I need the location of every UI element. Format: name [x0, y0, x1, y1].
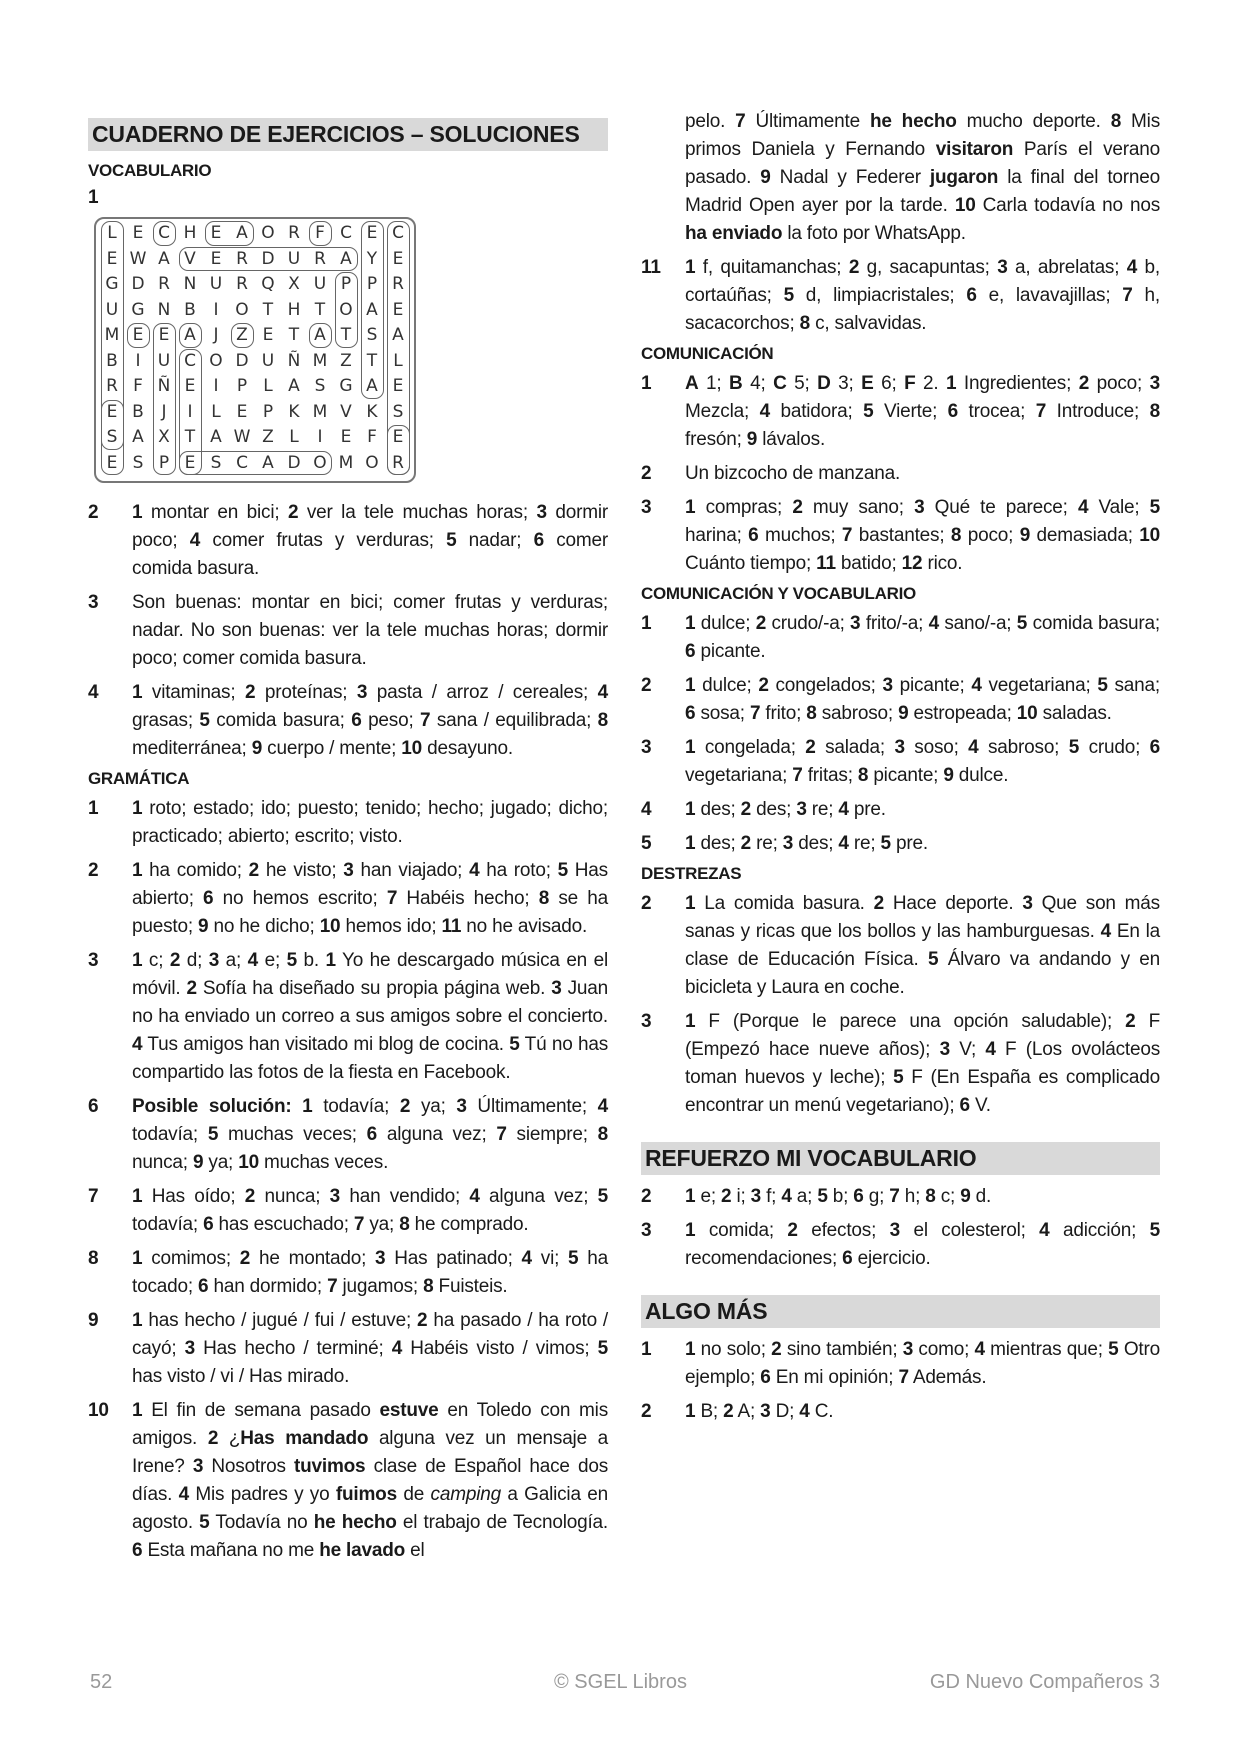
- grid-letter: R: [392, 274, 404, 294]
- grid-letter: A: [184, 325, 196, 345]
- grid-letter: A: [210, 427, 222, 447]
- answer-number: 1: [641, 1339, 652, 1360]
- grid-letter: C: [236, 452, 248, 473]
- grid-letter: A: [340, 248, 352, 269]
- answer-text: 1 B; 2 A; 3 D; 4 C.: [685, 1401, 834, 1422]
- answer-text: 1 comimos; 2 he montado; 3 Has patinado; 4 vi; 5 ha tocado; 6 han dormido; 7 jugamos; 8 Fuisteis.: [132, 1248, 608, 1297]
- grid-letter: L: [289, 427, 299, 447]
- grid-letter: J: [213, 325, 219, 345]
- grid-letter: E: [340, 427, 352, 447]
- grid-letter: L: [211, 401, 221, 422]
- grid-letter: W: [233, 427, 251, 447]
- section-heading-vocabulario: VOCABULARIO: [88, 161, 212, 180]
- grid-letter: A: [158, 248, 170, 269]
- answer-entry: [641, 494, 1160, 578]
- grid-letter: V: [184, 248, 196, 269]
- grid-letter: Q: [261, 274, 275, 294]
- answer-entry: [88, 499, 608, 583]
- answer-entry: [641, 734, 1160, 790]
- word-outline: [309, 323, 332, 348]
- answer-text: 1 des; 2 re; 3 des; 4 re; 5 pre.: [685, 833, 928, 854]
- answer-number: 1: [88, 798, 99, 819]
- answer-text: 1 vitaminas; 2 proteínas; 3 pasta / arroz / cereales; 4 grasas; 5 comida basura; 6 peso; 7 sana / equilibrada; 8 mediterránea; 9 cuerpo / mente; 10 desayuno.: [132, 682, 608, 759]
- grid-letter: D: [235, 350, 249, 371]
- grid-letter: E: [132, 325, 144, 345]
- grid-letter: G: [131, 299, 145, 320]
- grid-letter: O: [235, 299, 249, 320]
- answer-entry: [88, 1093, 608, 1177]
- page-title: CUADERNO DE EJERCICIOS – SOLUCIONES: [88, 118, 608, 151]
- grid-letter: T: [184, 427, 196, 447]
- grid-letter: P: [366, 274, 378, 294]
- grid-letter: F: [315, 223, 325, 243]
- grid-letter: E: [236, 401, 248, 422]
- answer-text: 1 F (Porque le parece una opción saludable); 2 F (Empezó hace nueve años); 3 V; 4 F (Los ovolácteos toman huevos y leche); 5 F (En España es complicado encontrar un menú vegetariano); 6 V.: [685, 1011, 1160, 1116]
- answer-text: 1 El fin de semana pasado estuve en Toledo con mis amigos. 2 ¿Has mandado alguna vez un mensaje a Irene? 3 Nosotros tuvimos clase de Español hace dos días. 4 Mis padres y yo fuimos de camping a Galicia en agosto. 5 Todavía no he hecho el trabajo de Tecnología. 6 Esta mañana no me he lavado el: [132, 1400, 608, 1561]
- answer-number: 2: [641, 1401, 652, 1422]
- answer-number: 3: [641, 1011, 652, 1032]
- grid-letter: D: [131, 274, 145, 294]
- grid-letter: H: [183, 223, 197, 243]
- destrezas-answers: [641, 890, 1160, 1120]
- answer-number: 4: [641, 799, 652, 820]
- word-outline: [153, 221, 176, 246]
- grid-letter: C: [184, 350, 196, 371]
- answer-number: 1: [641, 373, 652, 394]
- grid-letter: S: [392, 401, 404, 422]
- grid-letter: R: [236, 248, 248, 269]
- grid-letter: R: [288, 223, 300, 243]
- grid-letter: O: [339, 299, 353, 320]
- grid-letter: R: [392, 452, 404, 473]
- grid-letter: S: [314, 376, 326, 396]
- answer-entry: [641, 1217, 1160, 1273]
- grid-letter: E: [392, 427, 404, 447]
- answer-text: 1 La comida basura. 2 Hace deporte. 3 Que son más sanas y ricas que los bollos y las hamburguesas. 4 En la clase de Educación Física. 5 Álvaro va andando y en bicicleta y Laura en coche.: [685, 893, 1160, 998]
- grid-letter: M: [338, 452, 354, 473]
- word-outline: [127, 323, 150, 348]
- answer-entry: [641, 672, 1160, 728]
- answer-text: 1 dulce; 2 congelados; 3 picante; 4 vegetariana; 5 sana; 6 sosa; 7 frito; 8 sabroso; 9 estropeada; 10 saladas.: [685, 675, 1160, 724]
- answer-text: 1 montar en bici; 2 ver la tele muchas horas; 3 dormir poco; 4 comer frutas y verduras; 5 nadar; 6 comer comida basura.: [132, 502, 608, 579]
- algo-mas-answers: [641, 1336, 1160, 1426]
- grid-letter: E: [262, 325, 274, 345]
- grid-letter: T: [340, 325, 352, 345]
- grid-letter: O: [365, 452, 379, 473]
- refuerzo-answers: [641, 1183, 1160, 1273]
- grid-letter: Ñ: [157, 376, 171, 396]
- answer-number: 2: [88, 502, 99, 523]
- section-heading-comunicacion-vocabulario: COMUNICACIÓN Y VOCABULARIO: [641, 584, 916, 603]
- grid-letter: R: [314, 248, 326, 269]
- right-column: [641, 111, 1161, 1432]
- grid-letter: Ñ: [287, 350, 301, 371]
- grid-letter: A: [132, 427, 144, 447]
- grid-letter: G: [339, 376, 353, 396]
- answer-number: 2: [641, 463, 652, 484]
- answer-text: 1 dulce; 2 crudo/-a; 3 frito/-a; 4 sano/-a; 5 comida basura; 6 picante.: [685, 613, 1160, 662]
- answer-entry: [641, 1008, 1160, 1120]
- grid-letter: A: [366, 376, 378, 396]
- answer-number: 1: [641, 613, 652, 634]
- answer-number: 9: [88, 1310, 99, 1331]
- answer-number: 6: [88, 1096, 99, 1117]
- word-outline: [101, 400, 124, 450]
- answer-text: Posible solución: 1 todavía; 2 ya; 3 Últimamente; 4 todavía; 5 muchas veces; 6 alguna vez; 7 siempre; 8 nunca; 9 ya; 10 muchas veces.: [132, 1096, 608, 1173]
- grid-letter: U: [209, 274, 223, 294]
- grid-letter: P: [340, 274, 352, 294]
- word-outline: [179, 247, 358, 272]
- answer-number: 2: [88, 860, 99, 881]
- answer-text: 1 compras; 2 muy sano; 3 Qué te parece; 4 Vale; 5 harina; 6 muchos; 7 bastantes; 8 poco; 9 demasiada; 10 Cuánto tiempo; 11 batido; 12 rico.: [685, 497, 1160, 574]
- grid-letter: L: [263, 376, 273, 396]
- word-outline: [205, 221, 254, 246]
- word-outline: [179, 323, 202, 348]
- grid-letter: Z: [262, 427, 274, 447]
- grid-letter: E: [106, 452, 118, 473]
- answer-number: 11: [641, 257, 661, 278]
- word-outline: [335, 272, 358, 348]
- grid-letter: D: [261, 248, 275, 269]
- grid-letter: M: [312, 401, 328, 422]
- grid-letter: B: [106, 350, 118, 371]
- grid-letter: E: [184, 452, 196, 473]
- answer-text: 1 c; 2 d; 3 a; 4 e; 5 b. 1 Yo he descargado música en el móvil. 2 Sofía ha diseñado su propia página web. 3 Juan no ha enviado un correo a sus amigos sobre el concierto. 4 Tus amigos han visitado mi blog de cocina. 5 Tú no has compartido las fotos de la fiesta en Facebook.: [132, 950, 608, 1083]
- gramatica-exercise-11: [641, 254, 1160, 338]
- answer-text: A 1; B 4; C 5; D 3; E 6; F 2. 1 Ingredientes; 2 poco; 3 Mezcla; 4 batidora; 5 Vierte; 6 trocea; 7 Introduce; 8 fresón; 9 lávalos.: [685, 373, 1161, 450]
- answer-number: 3: [641, 737, 652, 758]
- grid-letter: A: [366, 299, 378, 320]
- answer-number: 10: [88, 1400, 109, 1421]
- word-outline: [361, 221, 384, 399]
- grid-letter: E: [106, 248, 118, 269]
- grid-letter: P: [262, 401, 274, 422]
- grid-letter: E: [106, 401, 118, 422]
- grid-letter: E: [210, 223, 222, 243]
- grid-letter: U: [157, 350, 171, 371]
- answer-number: 5: [641, 833, 652, 854]
- word-outline: [231, 323, 254, 348]
- answer-entry: [88, 857, 608, 941]
- grid-letter: R: [158, 274, 170, 294]
- answer-entry: [641, 1336, 1160, 1392]
- answer-entry: [88, 1307, 608, 1391]
- answer-entry: [88, 1183, 608, 1239]
- grid-letter: E: [184, 376, 196, 396]
- section-title-refuerzo: REFUERZO MI VOCABULARIO: [641, 1142, 1160, 1175]
- grid-letter: I: [187, 401, 193, 422]
- grid-letter: U: [287, 248, 301, 269]
- grid-letter: L: [107, 223, 117, 243]
- grid-letter: Z: [340, 350, 352, 371]
- grid-letter: V: [340, 401, 352, 422]
- grid-letter: K: [366, 401, 378, 422]
- answer-text: 1 congelada; 2 salada; 3 soso; 4 sabroso; 5 crudo; 6 vegetariana; 7 fritas; 8 picante; 9 dulce.: [685, 737, 1161, 786]
- grid-letter: C: [392, 223, 404, 243]
- grid-letter: Z: [236, 325, 248, 345]
- grid-letter: K: [288, 401, 300, 422]
- grid-letter: P: [236, 376, 248, 396]
- grid-letter: J: [161, 401, 167, 422]
- grid-letter: E: [210, 248, 222, 269]
- answer-number: 7: [88, 1186, 99, 1207]
- grid-letter: F: [367, 427, 377, 447]
- grid-letter: C: [158, 223, 170, 243]
- grid-letter: T: [314, 299, 326, 320]
- answer-text: 1 comida; 2 efectos; 3 el colesterol; 4 adicción; 5 recomendaciones; 6 ejercicio.: [685, 1220, 1160, 1269]
- grid-letter: O: [209, 350, 223, 371]
- grid-letter: S: [132, 452, 144, 473]
- grid-letter: X: [158, 427, 170, 447]
- word-outline: [179, 451, 332, 476]
- grid-letter: A: [314, 325, 326, 345]
- answer-entry: [641, 1398, 1160, 1426]
- answer-entry: [641, 890, 1160, 1002]
- grid-letter: G: [105, 274, 119, 294]
- grid-letter: E: [366, 223, 378, 243]
- answer-number: 3: [88, 592, 99, 613]
- answer-entry: [641, 370, 1160, 454]
- grid-letter: E: [158, 325, 170, 345]
- grid-letter: N: [157, 299, 171, 320]
- answer-entry: [641, 830, 1160, 858]
- grid-letter: M: [312, 350, 328, 371]
- left-column: [88, 118, 608, 1571]
- grid-letter: A: [236, 223, 248, 243]
- grid-letter: T: [262, 299, 274, 320]
- answer-text: 1 roto; estado; ido; puesto; tenido; hecho; jugado; dicho; practicado; abierto; escrito; visto.: [132, 798, 608, 847]
- grid-letter: E: [132, 223, 144, 243]
- grid-letter: A: [262, 452, 274, 473]
- vocabulario-answers: [88, 499, 608, 763]
- book-title: GD Nuevo Compañeros 3: [929, 1671, 1160, 1693]
- answer-entry: [88, 1245, 608, 1301]
- answer-text: 1 f, quitamanchas; 2 g, sacapuntas; 3 a, abrelatas; 4 b, cortaúñas; 5 d, limpiacristales; 6 e, lavavajillas; 7 h, sacacorchos; 8 c, salvavidas.: [685, 257, 1161, 334]
- grid-letter: E: [392, 299, 404, 320]
- grid-letter: D: [287, 452, 301, 473]
- answer-number: 2: [641, 1186, 652, 1207]
- answer-entry: [641, 796, 1160, 824]
- grid-letter: I: [135, 350, 141, 371]
- answer-entry: [641, 610, 1160, 666]
- grid-letter: L: [393, 350, 403, 371]
- grid-letter: B: [132, 401, 144, 422]
- comunicacion-vocabulario-answers: [641, 610, 1160, 858]
- grid-letter: N: [183, 274, 197, 294]
- answer-number: 8: [88, 1248, 99, 1269]
- answer-text: 1 Has oído; 2 nunca; 3 han vendido; 4 alguna vez; 5 todavía; 6 has escuchado; 7 ya; 8 he comprado.: [132, 1186, 608, 1235]
- grid-letter: I: [317, 427, 323, 447]
- grid-letter: O: [261, 223, 275, 243]
- grid-letter: S: [210, 452, 222, 473]
- exercise-number: 1: [88, 187, 99, 208]
- section-heading-gramatica: GRAMÁTICA: [88, 769, 190, 788]
- answer-number: 2: [641, 893, 652, 914]
- answer-number: 2: [641, 675, 652, 696]
- gramatica-continuation: pelo. 7 Últimamente he hecho mucho deporte. 8 Mis primos Daniela y Fernando visitaron París el verano pasado. 9 Nadal y Federer jugaron la final del torneo Madrid Open ayer por la tarde. 10 Carla todavía no nos ha enviado la foto por WhatsApp.: [685, 111, 1160, 244]
- grid-letter: C: [340, 223, 352, 243]
- grid-letter: S: [366, 325, 378, 345]
- answer-entry: [88, 679, 608, 763]
- grid-letter: U: [261, 350, 275, 371]
- page-number: 52: [90, 1671, 113, 1693]
- grid-letter: A: [392, 325, 404, 345]
- grid-letter: I: [213, 376, 219, 396]
- grid-letter: S: [106, 427, 118, 447]
- answer-entry: [88, 1397, 608, 1565]
- answer-text: 1 e; 2 i; 3 f; 4 a; 5 b; 6 g; 7 h; 8 c; 9 d.: [685, 1186, 992, 1207]
- grid-letter: E: [392, 376, 404, 396]
- grid-letter: W: [129, 248, 147, 269]
- section-heading-comunicacion: COMUNICACIÓN: [641, 344, 774, 363]
- answer-number: 4: [88, 682, 99, 703]
- grid-letter: U: [105, 299, 119, 320]
- answer-entry: [88, 795, 608, 851]
- answer-entry: [641, 1183, 1160, 1211]
- comunicacion-answers: [641, 370, 1160, 578]
- answer-text: Son buenas: montar en bici; comer frutas y verduras; nadar. No son buenas: ver la tele muchas horas; dormir poco; comer comida basura.: [132, 592, 608, 669]
- grid-letter: T: [366, 350, 378, 371]
- grid-letter: F: [133, 376, 143, 396]
- gramatica-answers: [88, 795, 608, 1565]
- section-title-algo-mas: ALGO MÁS: [641, 1295, 1160, 1328]
- answer-text: 1 has hecho / jugué / fui / estuve; 2 ha pasado / ha roto / cayó; 3 Has hecho / terminé; 4 Habéis visto / vimos; 5 has visto / vi / Has mirado.: [132, 1310, 608, 1387]
- grid-letter: Y: [366, 248, 378, 269]
- grid-letter: E: [392, 248, 404, 269]
- word-search-grid: [94, 217, 416, 483]
- grid-letter: O: [313, 452, 327, 473]
- grid-letter: R: [106, 376, 118, 396]
- word-outline: [387, 425, 410, 475]
- answer-text: 1 no solo; 2 sino también; 3 como; 4 mientras que; 5 Otro ejemplo; 6 En mi opinión; 7 Además.: [685, 1339, 1160, 1388]
- section-heading-destrezas: DESTREZAS: [641, 864, 742, 883]
- grid-letter: P: [158, 452, 170, 473]
- grid-letter: I: [213, 299, 219, 320]
- answer-text: 1 ha comido; 2 he visto; 3 han viajado; 4 ha roto; 5 Has abierto; 6 no hemos escrito; 7 Habéis hecho; 8 se ha puesto; 9 no he dicho; 10 hemos ido; 11 no he avisado.: [132, 860, 609, 937]
- answer-text: 1 des; 2 des; 3 re; 4 pre.: [685, 799, 886, 820]
- answer-number: 3: [641, 1220, 652, 1241]
- grid-letter: A: [288, 376, 300, 396]
- answer-entry: [641, 460, 1160, 488]
- answer-number: 3: [88, 950, 99, 971]
- word-outline: [309, 221, 332, 246]
- grid-letter: X: [288, 274, 300, 294]
- answer-number: 3: [641, 497, 652, 518]
- grid-letter: M: [104, 325, 120, 345]
- word-outline: [153, 323, 176, 475]
- grid-letter: U: [313, 274, 327, 294]
- grid-letter: B: [184, 299, 196, 320]
- grid-letter: T: [288, 325, 300, 345]
- grid-letter: H: [287, 299, 301, 320]
- answer-entry: [641, 254, 1160, 338]
- answer-entry: [88, 589, 608, 673]
- answer-entry: [88, 947, 608, 1087]
- answer-text: Un bizcocho de manzana.: [685, 463, 901, 484]
- copyright: © SGEL Libros: [554, 1671, 687, 1693]
- grid-letter: R: [236, 274, 248, 294]
